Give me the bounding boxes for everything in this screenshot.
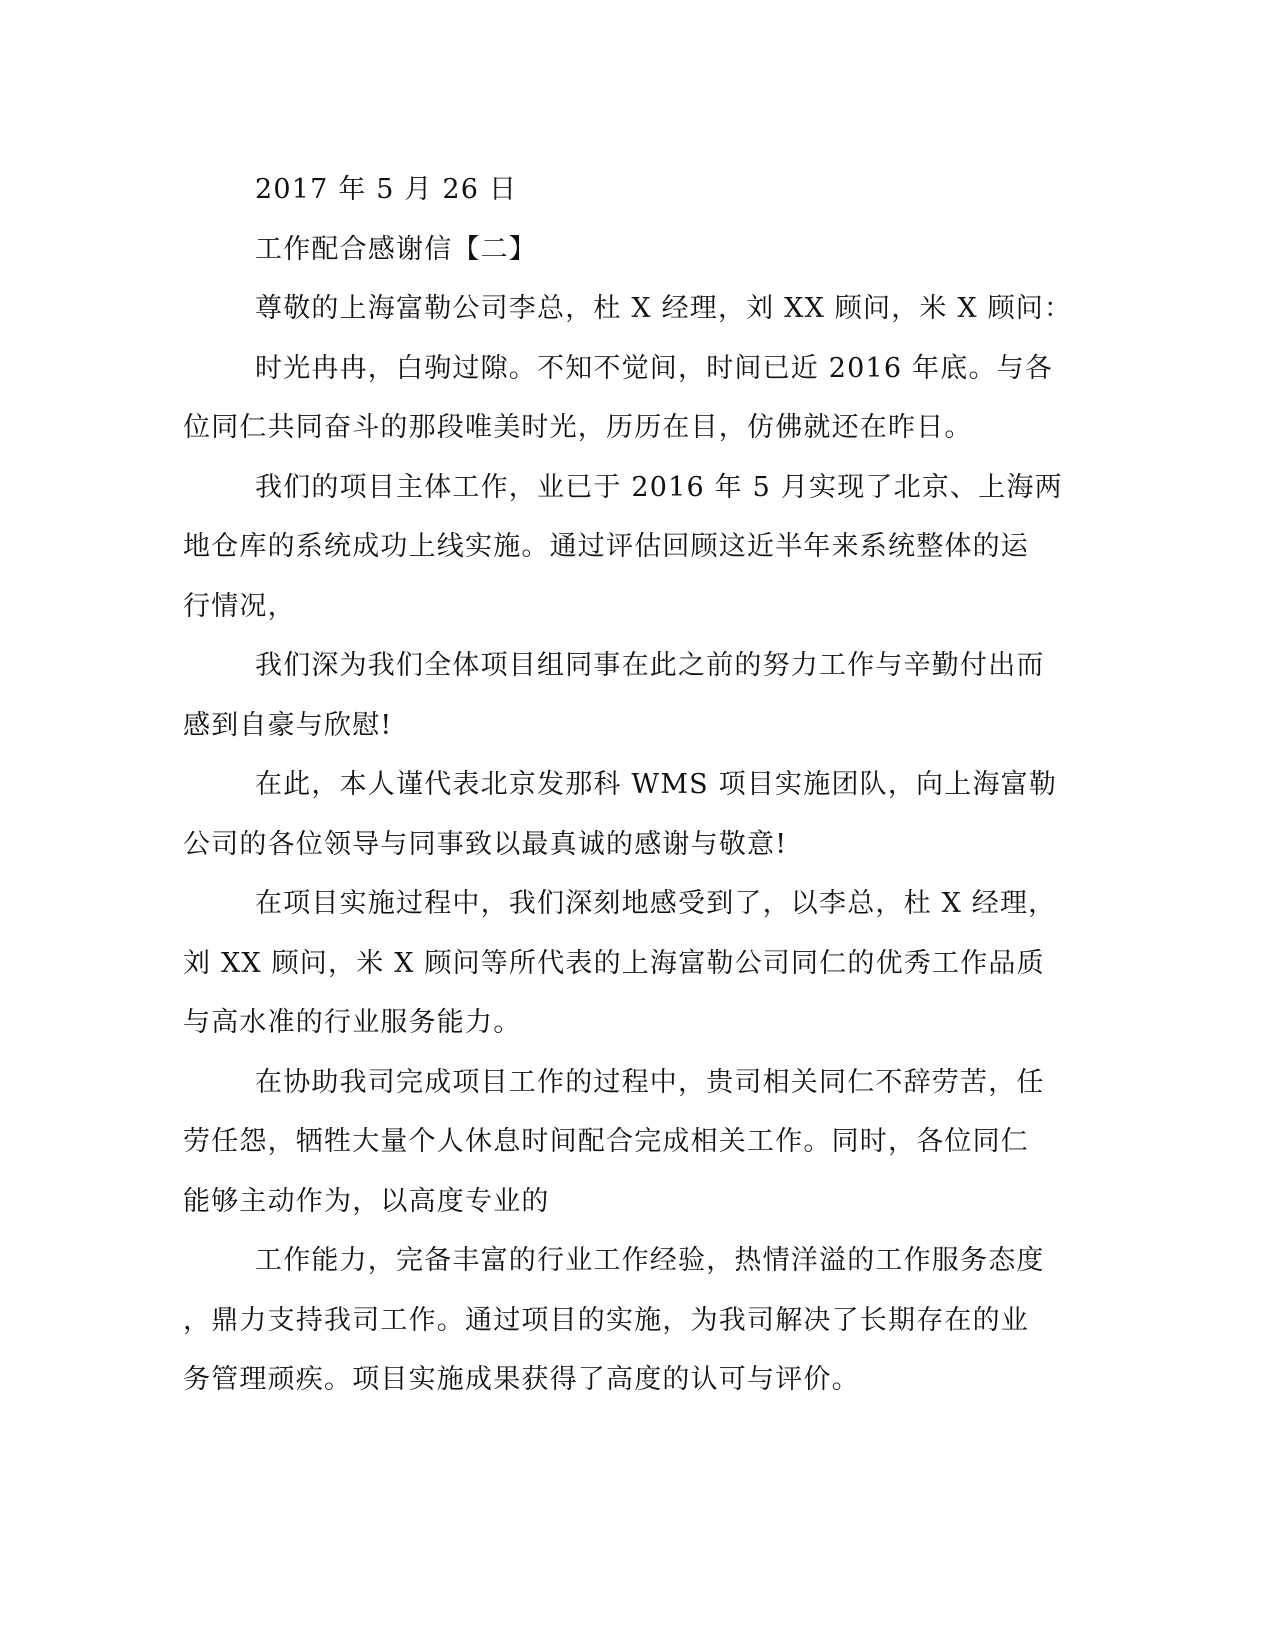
paragraph-line: 在此，本人谨代表北京发那科 WMS 项目实施团队，向上海富勒 [255,769,1058,800]
paragraph-2 [183,458,1063,637]
paragraph-line: 位同仁共同奋斗的那段唯美时光，历历在目，仿佛就还在昨日。 [183,412,973,443]
paragraph-line: 在项目实施过程中，我们深刻地感受到了，以李总，杜 X 经理， [255,888,1057,919]
paragraph-line: 公司的各位领导与同事致以最真诚的感谢与敬意! [183,828,788,860]
paragraph-7 [183,1231,1043,1410]
letter-salutation [183,279,1073,339]
date-line: 2017 年 5 月 26 日 [255,174,518,205]
paragraph-line: 时光冉冉，白驹过隙。不知不觉间，时间已近 2016 年底。与各 [255,352,1054,384]
paragraph-line: 地仓库的系统成功上线实施。通过评估回顾这近半年来系统整体的运 [183,531,1029,562]
paragraph-line: 劳任怨，牺牲大量个人休息时间配合完成相关工作。同时，各位同仁 [183,1126,1029,1157]
paragraph-line: 务管理顽疾。项目实施成果获得了高度的认可与评价。 [183,1364,860,1395]
paragraph-line: 与高水准的行业服务能力。 [183,1007,522,1038]
paragraph-line: ，鼎力支持我司工作。通过项目的实施，为我司解决了长期存在的业 [183,1304,1029,1336]
paragraph-4 [183,755,1058,874]
letter-title [183,220,1043,280]
paragraph-3 [183,636,1043,755]
paragraph-line: 能够主动作为，以高度专业的 [183,1185,550,1217]
paragraph-line: 刘 XX 顾问，米 X 顾问等所代表的上海富勒公司同仁的优秀工作品质 [183,947,1045,979]
paragraph-line: 行情况， [183,590,296,622]
paragraph-line: 工作能力，完备丰富的行业工作经验，热情洋溢的工作服务态度 [255,1245,1045,1276]
paragraph-line: 在协助我司完成项目工作的过程中，贵司相关同仁不辞劳苦，任 [255,1066,1045,1098]
letter-body [183,160,1073,1410]
title-line: 工作配合感谢信【二】 [255,233,537,265]
paragraph-6 [183,1053,1043,1232]
paragraph-line: 我们深为我们全体项目组同事在此之前的努力工作与辛勤付出而 [255,650,1045,681]
letter-date [183,160,1043,220]
paragraph-line: 感到自豪与欣慰! [183,709,393,741]
paragraph-5 [183,874,1057,1053]
paragraph-line: 我们的项目主体工作，业已于 2016 年 5 月实现了北京、上海两 [255,471,1063,503]
salutation-line: 尊敬的上海富勒公司李总，杜 X 经理，刘 XX 顾问，米 X 顾问： [255,293,1073,324]
paragraph-1 [183,339,1054,458]
